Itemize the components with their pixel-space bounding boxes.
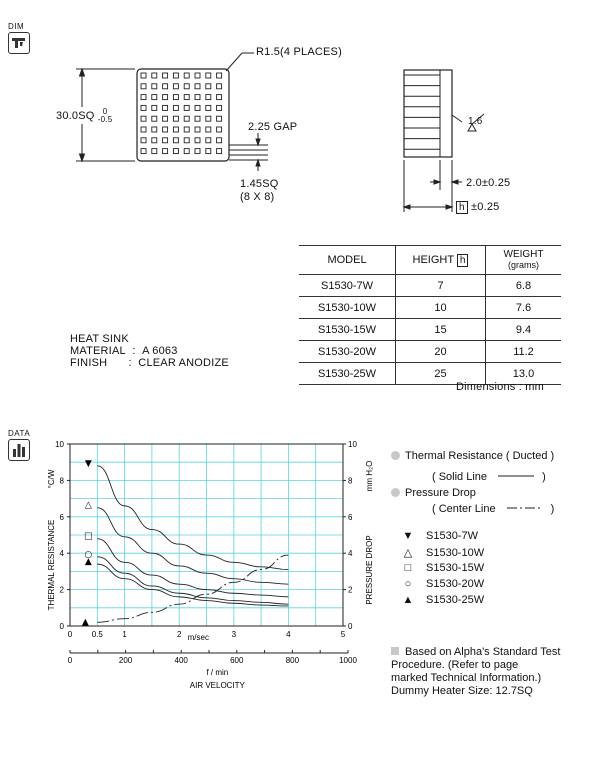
- pin: [173, 127, 178, 132]
- pin: [163, 149, 168, 154]
- pin: [141, 116, 146, 121]
- series-line-s1530-15w: [97, 539, 288, 597]
- pin: [195, 116, 200, 121]
- legend-model-item: [400, 530, 478, 542]
- pin: [206, 116, 211, 121]
- pin: [152, 116, 157, 121]
- pin: [173, 73, 178, 78]
- pin-size-dimension: 1.45SQ: [240, 178, 279, 190]
- note-line-2: Procedure. (Refer to page: [391, 659, 519, 671]
- x-tick-label-mps: 5: [340, 630, 346, 639]
- y-tick-label: 10: [55, 440, 64, 449]
- pin: [184, 105, 189, 110]
- pin: [163, 116, 168, 121]
- radius-dimension: R1.5(4 PLACES): [256, 46, 342, 58]
- note-line-4: Dummy Heater Size: 12.7SQ: [391, 685, 533, 697]
- x-tick-label-mps: 1: [122, 630, 127, 639]
- note-line-3: marked Technical Information.): [391, 672, 542, 684]
- pin: [163, 138, 168, 143]
- x-tick-label-fpm: 400: [174, 656, 188, 665]
- table-cell-height: 15: [396, 319, 486, 341]
- pin: [163, 95, 168, 100]
- y-right-tick-label: 2: [348, 585, 353, 595]
- pin: [206, 138, 211, 143]
- series-marker: □: [84, 531, 93, 542]
- table-cell-weight: 7.6: [486, 297, 562, 319]
- pin: [141, 127, 146, 132]
- table-cell-model: S1530-10W: [299, 297, 396, 319]
- pin: [152, 149, 157, 154]
- x-axis-title: AIR VELOCITY: [189, 681, 245, 690]
- pin: [206, 105, 211, 110]
- pin: [195, 95, 200, 100]
- legend-model-name: S1530-7W: [426, 530, 478, 542]
- y-right-tick-label: 4: [348, 549, 353, 559]
- pin: [141, 95, 146, 100]
- solid-line-icon: [496, 472, 536, 480]
- pin: [206, 84, 211, 89]
- pin-count-dimension: (8 X 8): [240, 191, 275, 203]
- pin: [195, 149, 200, 154]
- pin: [195, 84, 200, 89]
- pin: [206, 95, 211, 100]
- heat-sink-title: HEAT SINK: [70, 333, 129, 345]
- pin: [163, 127, 168, 132]
- pin: [152, 105, 157, 110]
- x-tick-label-mps: 2: [176, 630, 182, 639]
- y-right-tick-label: 8: [348, 476, 353, 486]
- x-tick-label-fpm: 800: [285, 656, 300, 665]
- table-row: [299, 297, 561, 319]
- series-marker: ▼: [84, 458, 92, 469]
- pin: [184, 138, 189, 143]
- pin: [217, 138, 222, 143]
- legend-model-item: [400, 546, 484, 559]
- pin: [173, 138, 178, 143]
- legend-model-item: [400, 578, 484, 590]
- data-badge-label: DATA: [8, 429, 31, 438]
- x-tick-label-mps: 0: [67, 630, 73, 639]
- table-cell-model: S1530-20W: [299, 341, 396, 363]
- note-bullet-icon: [391, 647, 399, 655]
- col-weight: WEIGHT (grams): [486, 246, 562, 275]
- y-axis-title-right: PRESSURE DROP: [365, 535, 374, 605]
- size-dimension: 30.0SQ 0 -0.5: [56, 107, 113, 124]
- pin: [195, 105, 200, 110]
- legend-center-line: ( Center Line ): [432, 503, 555, 515]
- x-tick-label-fpm: 200: [118, 656, 133, 665]
- col-height: HEIGHT h: [396, 246, 486, 275]
- table-cell-height: 25: [396, 363, 486, 385]
- material-row: MATERIAL : A 6063: [70, 345, 178, 357]
- col-model: MODEL: [299, 246, 396, 275]
- legend-model-item: [400, 594, 484, 606]
- legend-solid-line: ( Solid Line ): [432, 471, 546, 483]
- pin: [184, 95, 189, 100]
- pressure-bullet-icon: [391, 488, 400, 497]
- legend-marker-icon: ▲: [402, 594, 414, 606]
- x-tick-label-fpm: 0: [67, 656, 73, 665]
- pin: [206, 149, 211, 154]
- height-symbol: h: [456, 201, 468, 214]
- legend-marker-icon: ○: [404, 578, 412, 590]
- heat-sink-spec: [70, 333, 229, 369]
- table-cell-weight: 11.2: [486, 341, 562, 363]
- pin: [163, 84, 168, 89]
- pin: [217, 84, 222, 89]
- y-axis-unit-left: °C/W: [47, 469, 56, 489]
- y-axis-title-left: THERMAL RESISTANCE: [47, 519, 56, 611]
- y-tick-label: 0: [59, 622, 64, 631]
- series-line-pressure-drop: [97, 555, 288, 622]
- pin: [173, 84, 178, 89]
- pin: [141, 84, 146, 89]
- y-right-tick-label: 6: [348, 512, 353, 522]
- x-tick-label-mps: 3: [231, 630, 237, 639]
- legend-model-name: S1530-25W: [426, 594, 485, 606]
- pin: [184, 73, 189, 78]
- pin: [195, 73, 200, 78]
- finish-row: FINISH : CLEAR ANODIZE: [70, 357, 229, 369]
- pin: [184, 127, 189, 132]
- legend-marker-icon: □: [404, 562, 412, 574]
- table-cell-model: S1530-15W: [299, 319, 396, 341]
- legend-marker-icon: △: [403, 547, 413, 559]
- pin: [206, 127, 211, 132]
- table-cell-height: 20: [396, 341, 486, 363]
- y-axis-unit-right: mm H₂O: [365, 460, 374, 492]
- legend-model-name: S1530-15W: [426, 562, 485, 574]
- pin: [173, 116, 178, 121]
- pin: [173, 95, 178, 100]
- model-table: [299, 245, 561, 385]
- table-cell-weight: 13.0: [486, 363, 562, 385]
- series-marker: ▲: [84, 557, 92, 568]
- gap-dimension: 2.25 GAP: [248, 121, 298, 133]
- pin: [141, 73, 146, 78]
- dim-badge-label: DIM: [8, 22, 25, 31]
- series-marker: ▲: [81, 617, 89, 628]
- legend-model-item: [400, 562, 484, 574]
- series-line-s1530-7w: [97, 466, 288, 570]
- pin: [152, 138, 157, 143]
- table-cell-weight: 6.8: [486, 275, 562, 297]
- center-line-icon: [505, 504, 545, 512]
- y-right-tick-label: 0: [348, 622, 353, 631]
- pin: [195, 127, 200, 132]
- table-cell-model: S1530-7W: [299, 275, 396, 297]
- legend-model-name: S1530-20W: [426, 578, 485, 590]
- pin: [152, 84, 157, 89]
- y-tick-label: 8: [59, 476, 64, 486]
- performance-chart: [0, 430, 380, 700]
- y-right-tick-label: 10: [348, 440, 357, 449]
- legend-thermal: Thermal Resistance ( Ducted ): [391, 450, 554, 462]
- pin: [152, 95, 157, 100]
- x-tick-label-fpm: 600: [230, 656, 244, 665]
- legend-model-name: S1530-10W: [426, 547, 485, 559]
- table-row: [299, 319, 561, 341]
- x-unit-mps: m/sec: [187, 633, 209, 642]
- pin: [217, 105, 222, 110]
- pin: [184, 149, 189, 154]
- series-marker: △: [84, 500, 92, 511]
- chart-grid: [70, 444, 343, 626]
- pin: [217, 73, 222, 78]
- pin: [163, 73, 168, 78]
- y-tick-label: 2: [59, 585, 64, 595]
- table-row: [299, 341, 561, 363]
- x-tick-label-mps: 0.5: [91, 630, 103, 639]
- table-cell-height: 7: [396, 275, 486, 297]
- pin: [163, 105, 168, 110]
- series-marker: ○: [84, 549, 93, 560]
- pin: [184, 116, 189, 121]
- roughness-value: 1.6: [468, 116, 483, 127]
- pin: [217, 95, 222, 100]
- legend-pressure: Pressure Drop: [391, 487, 476, 499]
- x-tick-label-fpm: 1000: [339, 656, 357, 665]
- y-tick-label: 6: [59, 512, 64, 522]
- series-line-s1530-20w: [97, 557, 288, 604]
- test-note: [391, 646, 560, 698]
- pin: [152, 127, 157, 132]
- pin: [141, 138, 146, 143]
- pin: [217, 116, 222, 121]
- pin: [141, 149, 146, 154]
- series-line-s1530-25w: [97, 564, 288, 606]
- pin: [173, 105, 178, 110]
- pin: [206, 73, 211, 78]
- height-dimension: h ±0.25: [456, 201, 499, 214]
- pin: [195, 138, 200, 143]
- pin: [173, 149, 178, 154]
- table-header-row: [299, 246, 561, 275]
- pin: [217, 149, 222, 154]
- x-tick-label-mps: 4: [286, 630, 291, 639]
- table-row: [299, 275, 561, 297]
- units-note: Dimensions : mm: [456, 381, 544, 393]
- table-cell-weight: 9.4: [486, 319, 562, 341]
- pin: [217, 127, 222, 132]
- legend-marker-icon: ▼: [402, 530, 414, 542]
- x-unit-fpm: f / min: [206, 668, 229, 677]
- table-cell-height: 10: [396, 297, 486, 319]
- pin: [141, 105, 146, 110]
- series-line-s1530-10w: [97, 508, 288, 584]
- note-line-1: Based on Alpha's Standard Test: [391, 646, 560, 659]
- thermal-bullet-icon: [391, 451, 400, 460]
- y-tick-label: 4: [59, 549, 64, 559]
- pin: [152, 73, 157, 78]
- pin: [184, 84, 189, 89]
- table-cell-model: S1530-25W: [299, 363, 396, 385]
- base-thickness-dimension: 2.0±0.25: [466, 177, 511, 189]
